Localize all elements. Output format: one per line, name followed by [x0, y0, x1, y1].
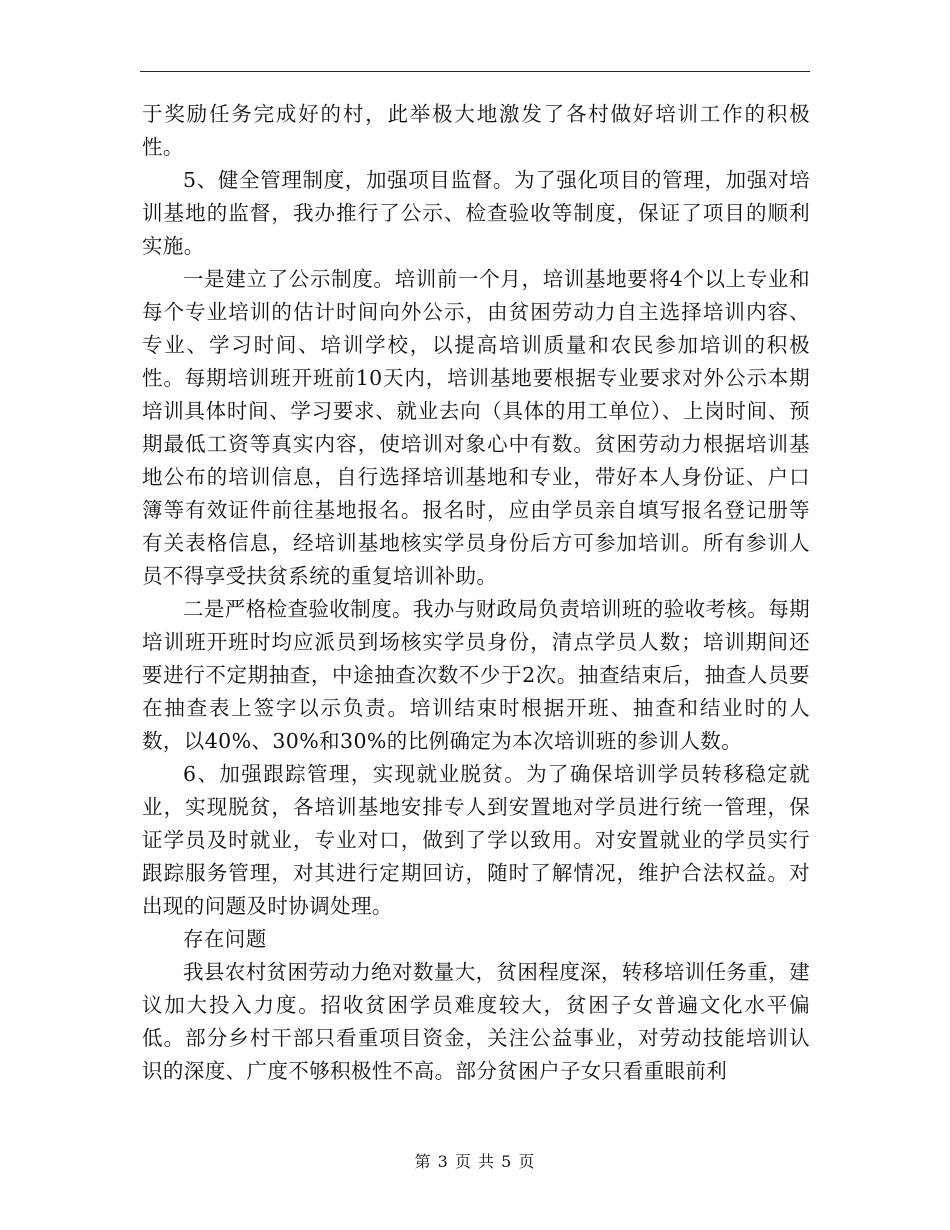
paragraph-3: 一是建立了公示制度。培训前一个月，培训基地要将4个以上专业和每个专业培训的估计时间向外公示，由贫困劳动力自主选择培训内容、专业、学习时间、培训学校，以提高培训质量和农民参加培训的积极性。每期培训班开班前10天内，培训基地要根据专业要求对外公示本期培训具体时间、学习要求、就业去向（具体的用工单位）、上岗时间、预期最低工资等真实内容，使培训对象心中有数。贫困劳动力根据培训基地公布的培训信息，自行选择培训基地和专业，带好本人身份证、户口簿等有效证件前往基地报名。报名时，应由学员亲自填写报名登记册等有关表格信息，经培训基地核实学员身份后方可参加培训。所有参训人员不得享受扶贫系统的重复培训补助。	[142, 267, 810, 588]
paragraph-1: 于奖励任务完成好的村，此举极大地激发了各村做好培训工作的积极性。	[142, 102, 810, 159]
paragraph-7: 我县农村贫困劳动力绝对数量大，贫困程度深，转移培训任务重，建议加大投入力度。招收贫困学员难度较大，贫困子女普遍文化水平偏低。部分乡村干部只看重项目资金，关注公益事业，对劳动技能培训认识的深度、广度不够积极性不高。部分贫困户子女只看重眼前利	[142, 960, 810, 1083]
section-heading-problems: 存在问题	[183, 927, 267, 951]
paragraph-5: 6、加强跟踪管理，实现就业脱贫。为了确保培训学员转移稳定就业，实现脱贫，各培训基地安排专人到安置地对学员进行统一管理，保证学员及时就业，专业对口，做到了学以致用。对安置就业的学员实行跟踪服务管理，对其进行定期回访，随时了解情况，维护合法权益。对出现的问题及时协调处理。	[142, 762, 810, 918]
paragraph-4: 二是严格检查验收制度。我办与财政局负责培训班的验收考核。每期培训班开班时均应派员到场核实学员身份，清点学员人数；培训期间还要进行不定期抽查，中途抽查次数不少于2次。抽查结束后，抽查人员要在抽查表上签字以示负责。培训结束时根据开班、抽查和结业时的人数，以40%、30%和30%的比例确定为本次培训班的参训人数。	[142, 597, 810, 753]
document-body	[142, 98, 810, 1088]
header-rule	[140, 71, 810, 72]
paragraph-2: 5、健全管理制度，加强项目监督。为了强化项目的管理，加强对培训基地的监督，我办推行了公示、检查验收等制度，保证了项目的顺利实施。	[142, 168, 810, 258]
page-number-footer: 第 3 页 共 5 页	[414, 1152, 536, 1171]
